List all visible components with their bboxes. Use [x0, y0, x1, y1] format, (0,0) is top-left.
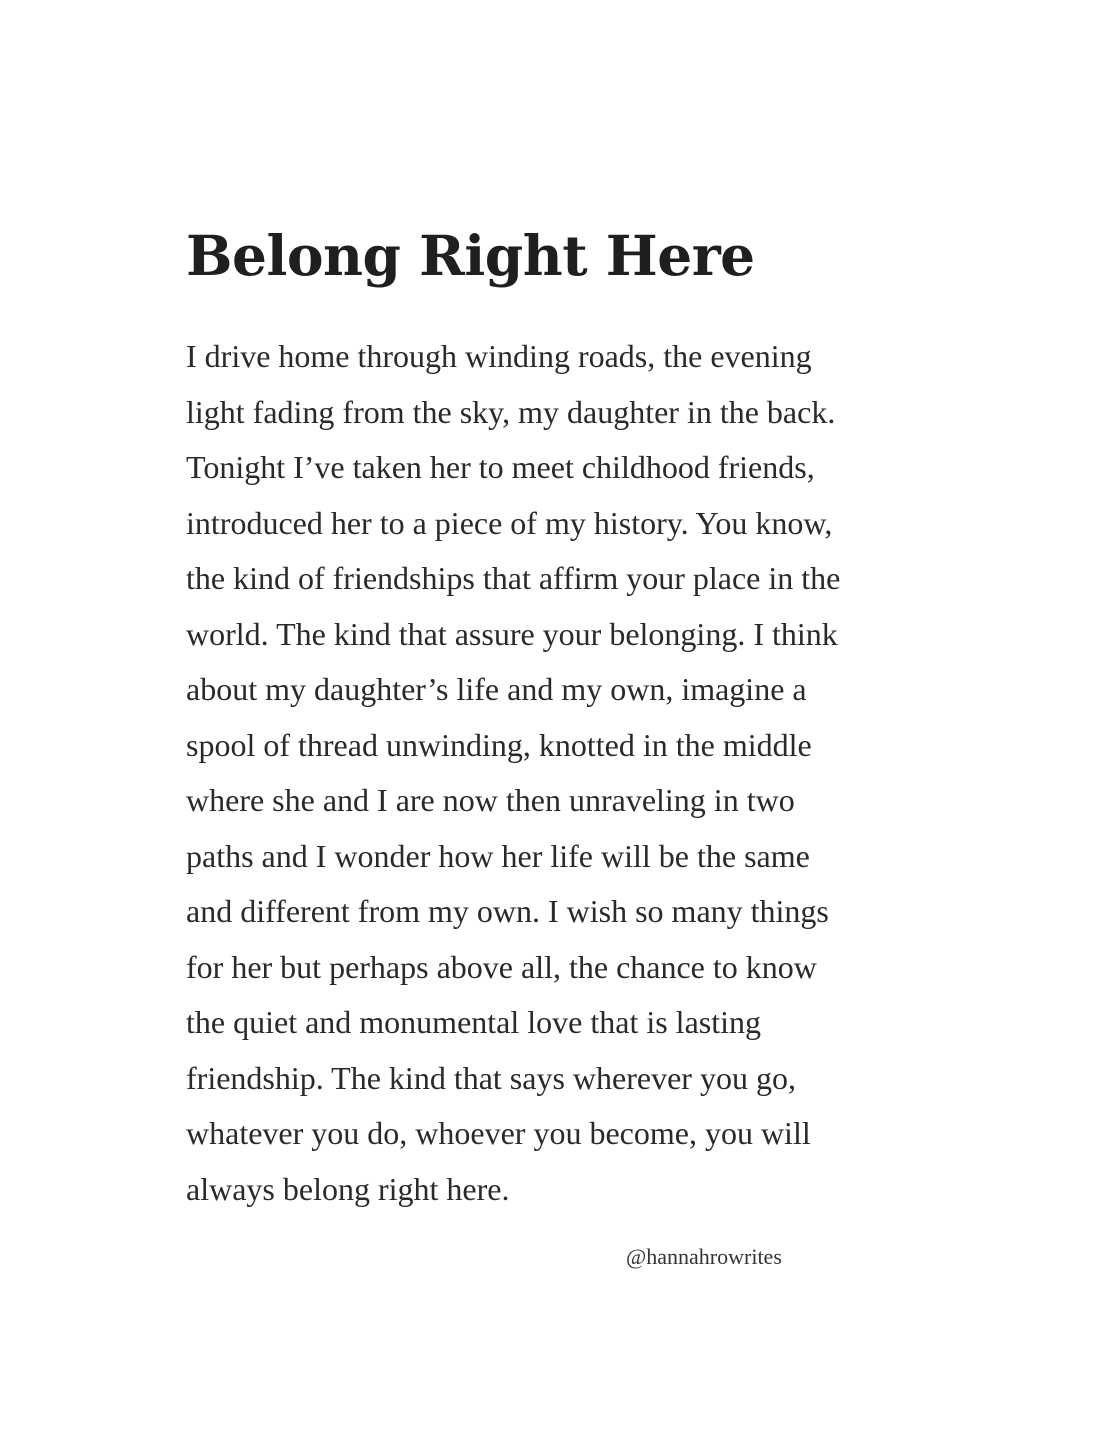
poem-line: whatever you do, whoever you become, you will	[186, 1115, 811, 1151]
poem-line: where she and I are now then unraveling in two	[186, 782, 795, 818]
poem-line: always belong right here.	[186, 1170, 510, 1207]
poem-line: Tonight I’ve taken her to meet childhood friends,	[186, 449, 815, 485]
poem-line: the kind of friendships that affirm your place in the	[186, 560, 841, 596]
poem-line: paths and I wonder how her life will be the same	[186, 837, 810, 874]
poem-line: the quiet and monumental love that is lasting	[186, 1004, 761, 1040]
poem-line: spool of thread unwinding, knotted in the middle	[186, 726, 812, 763]
author-handle: @hannahrowrites	[626, 1244, 782, 1269]
poem-line: introduced her to a piece of my history. You know,	[186, 504, 833, 541]
poem-line: light fading from the sky, my daughter in the back.	[186, 393, 836, 430]
poem-line: about my daughter’s life and my own, imagine a	[186, 671, 807, 707]
poem-title: Belong Right Here	[186, 223, 755, 288]
poem-line: and different from my own. I wish so many things	[186, 893, 829, 929]
poem-line: I drive home through winding roads, the evening	[186, 338, 812, 374]
poem-body	[186, 329, 986, 1217]
poem-line: friendship. The kind that says wherever you go,	[186, 1059, 796, 1096]
poem-line: for her but perhaps above all, the chance to know	[186, 948, 817, 985]
poem-line: world. The kind that assure your belonging. I think	[186, 615, 838, 652]
